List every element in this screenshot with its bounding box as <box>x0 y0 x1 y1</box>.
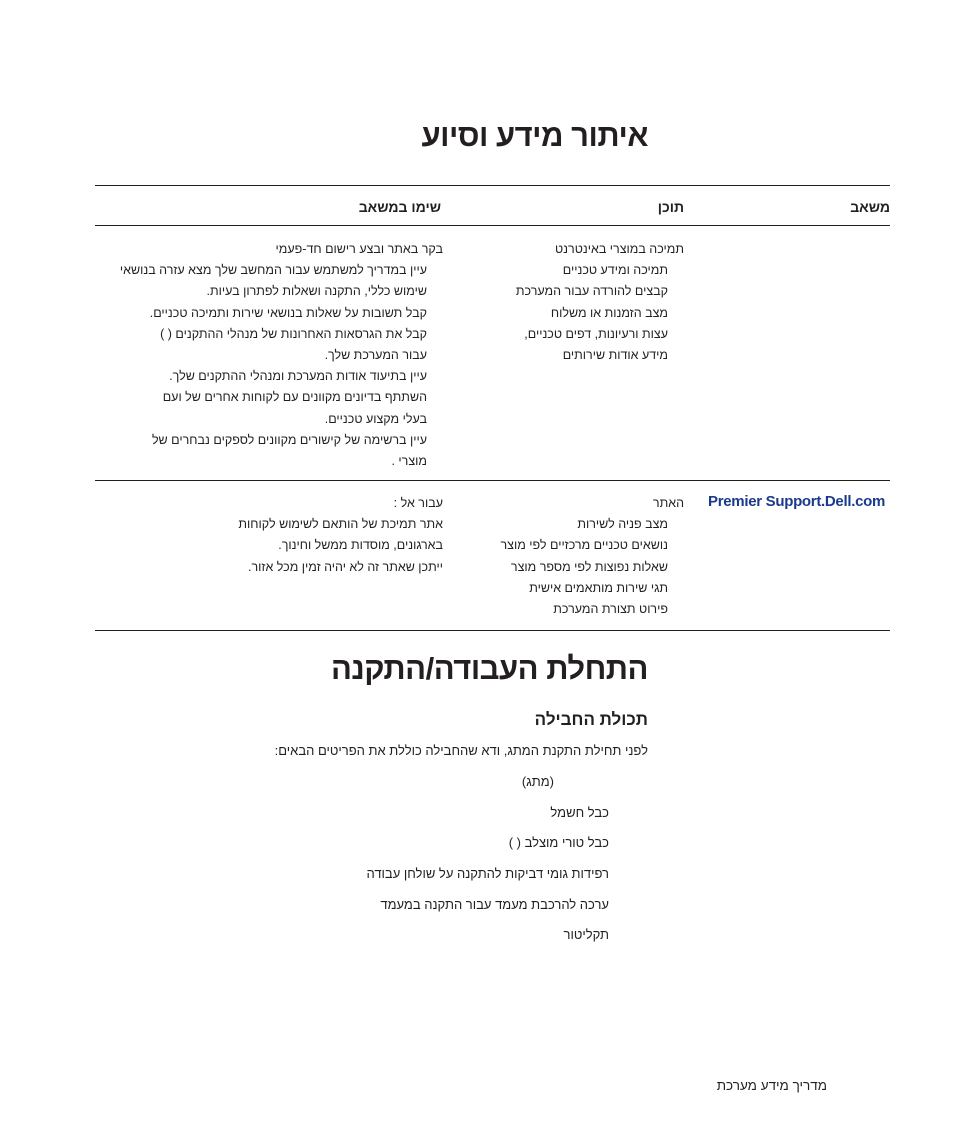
row1-content-line: תמיכה במוצרי באינטרנט <box>555 242 684 256</box>
row1-usage-line: עיין במדריך למשתמש עבור המחשב שלך מצא עזרה בנושאי <box>119 263 427 278</box>
row1-content-line: עצות ורעיונות, דפים טכניים, <box>524 326 668 341</box>
row2-usage-line: ייתכן שאתר זה לא יהיה זמין מכל אזור. <box>248 559 443 574</box>
row1-usage-line: קבל תשובות על שאלות בנושאי שירות ותמיכה טכניים. <box>149 305 427 320</box>
row1-content-line: מידע אודות שירותים <box>562 348 668 363</box>
row2-content-line: תגי שירות מותאמים אישית <box>529 580 668 595</box>
header-resource: משאב <box>850 199 890 215</box>
row2-content-line: נושאים טכניים מרכזיים לפי מוצר <box>500 538 668 553</box>
row1-content-line: תמיכה ומידע טכניים <box>562 263 668 278</box>
row2-content-line: פירוט תצורת המערכת <box>553 602 668 617</box>
row1-usage-line: קבל את הגרסאות האחרונות של מנהלי ההתקנים ( ) <box>160 326 427 341</box>
footer-text: מדריך מידע מערכת <box>716 1078 827 1093</box>
row2-usage-line: אתר תמיכת של הותאם לשימוש לקוחות <box>238 517 443 532</box>
row1-usage-line: בקר באתר ובצע רישום חד-פעמי <box>275 242 443 256</box>
section-title-setup: התחלת העבודה/התקנה <box>330 651 648 686</box>
row1-usage-line: עיין ברשימה של קישורים מקוונים לספקים נבחרים של <box>151 432 427 447</box>
row1-usage-line: בעלי מקצוע טכניים. <box>324 411 427 426</box>
package-contents-heading: תכולת החבילה <box>534 710 648 729</box>
row2-content-line: שאלות נפוצות לפי מספר מוצר <box>510 559 668 574</box>
section-title-info: איתור מידע וסיוע <box>421 118 648 153</box>
package-intro: לפני תחילת התקנת המתג, ודא שהחבילה כוללת את הפריטים הבאים: <box>274 743 648 758</box>
package-items <box>367 774 610 958</box>
table-bottom-rule <box>95 630 890 631</box>
row2-content-line: מצב פניה לשירות <box>577 517 668 532</box>
package-item: כבל חשמל <box>550 804 609 820</box>
package-item: (מתג) <box>521 774 554 789</box>
package-item: תקליטור <box>563 927 609 943</box>
row2-usage-line: בארגונים, מוסדות ממשל וחינוך. <box>278 538 443 553</box>
row1-content-line: מצב הזמנות או משלוח <box>550 305 668 320</box>
header-usage: שימו במשאב <box>358 199 441 215</box>
row-divider <box>95 480 890 481</box>
premier-support-link[interactable]: Premier Support.Dell.com <box>708 493 886 510</box>
table-header-rule <box>95 225 890 226</box>
package-item: כבל טורי מוצלב ( ) <box>508 835 609 851</box>
package-item: ערכה להרכבת מעמד עבור התקנה במעמד <box>380 896 609 912</box>
row1-usage-line: עיין בתיעוד אודות המערכת ומנהלי ההתקנים שלך. <box>169 369 427 384</box>
row2-usage <box>238 493 443 578</box>
header-content: תוכן <box>657 199 684 215</box>
row1-usage-line: עבור המערכת שלך. <box>324 348 427 363</box>
row1-usage-line: השתתף בדיונים מקוונים עם לקוחות אחרים של ועם <box>162 390 427 405</box>
row1-content-line: קבצים להורדה עבור המערכת <box>515 284 668 299</box>
row2-content-line: האתר <box>652 496 684 510</box>
row1-usage-line: שימוש כללי, התקנה ושאלות לפתרון בעיות. <box>206 284 427 299</box>
row2-usage-line: עבור אל : <box>393 496 443 510</box>
row1-usage-line: מוצרי . <box>391 454 427 469</box>
table-top-rule <box>95 185 890 186</box>
row1-content <box>516 239 684 366</box>
package-item: רפידות גומי דביקות להתקנה על שולחן עבודה <box>366 866 609 882</box>
row2-content <box>500 493 684 620</box>
row1-usage <box>120 239 443 472</box>
